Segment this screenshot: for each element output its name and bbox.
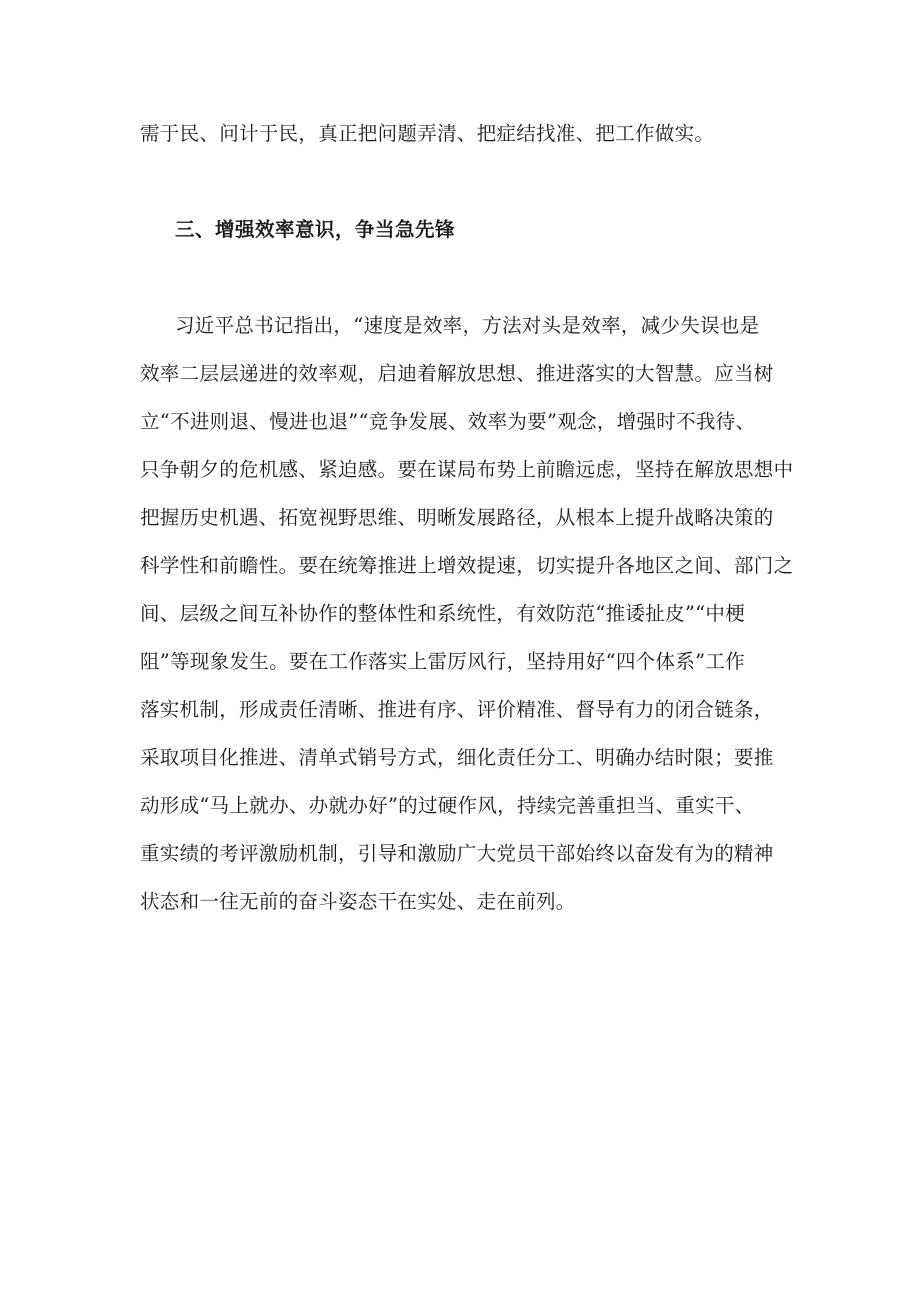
paragraph-line: 落实机制，形成责任清晰、推进有序、评价精准、督导有力的闭合链条， bbox=[140, 698, 774, 721]
section-heading: 三、增强效率意识，争当急先锋 bbox=[175, 218, 456, 241]
paragraph-line: 立“不进则退、慢进也退”“竞争发展、效率为要”观念，增强时不我待、 bbox=[140, 410, 756, 433]
paragraph-line: 重实绩的考评激励机制，引导和激励广大党员干部始终以奋发有为的精神 bbox=[140, 842, 774, 865]
paragraph-line: 动形成“马上就办、办就办好”的过硬作风，持续完善重担当、重实干、 bbox=[140, 794, 755, 817]
intro-line: 需于民、问计于民，真正把问题弄清、把症结找准、把工作做实。 bbox=[140, 122, 715, 145]
paragraph-line: 间、层级之间互补协作的整体性和系统性，有效防范“推诿扯皮”“中梗 bbox=[140, 602, 746, 625]
paragraph-line: 把握历史机遇、拓宽视野思维、明晰发展路径，从根本上提升战略决策的 bbox=[140, 506, 774, 529]
paragraph-line: 效率二层层递进的效率观，启迪着解放思想、推进落实的大智慧。应当树 bbox=[140, 362, 774, 385]
paragraph-line: 阻”等现象发生。要在工作落实上雷厉风行，坚持用好“四个体系”工作 bbox=[140, 650, 746, 673]
paragraph-line: 习近平总书记指出，“速度是效率，方法对头是效率，减少失误也是 bbox=[175, 314, 760, 337]
paragraph-line: 科学性和前瞻性。要在统筹推进上增效提速，切实提升各地区之间、部门之 bbox=[140, 554, 794, 577]
paragraph-line: 状态和一往无前的奋斗姿态干在实处、走在前列。 bbox=[140, 890, 576, 913]
paragraph-line: 采取项目化推进、清单式销号方式，细化责任分工、明确办结时限；要推 bbox=[140, 746, 774, 769]
paragraph-line: 只争朝夕的危机感、紧迫感。要在谋局布势上前瞻远虑，坚持在解放思想中 bbox=[140, 458, 794, 481]
